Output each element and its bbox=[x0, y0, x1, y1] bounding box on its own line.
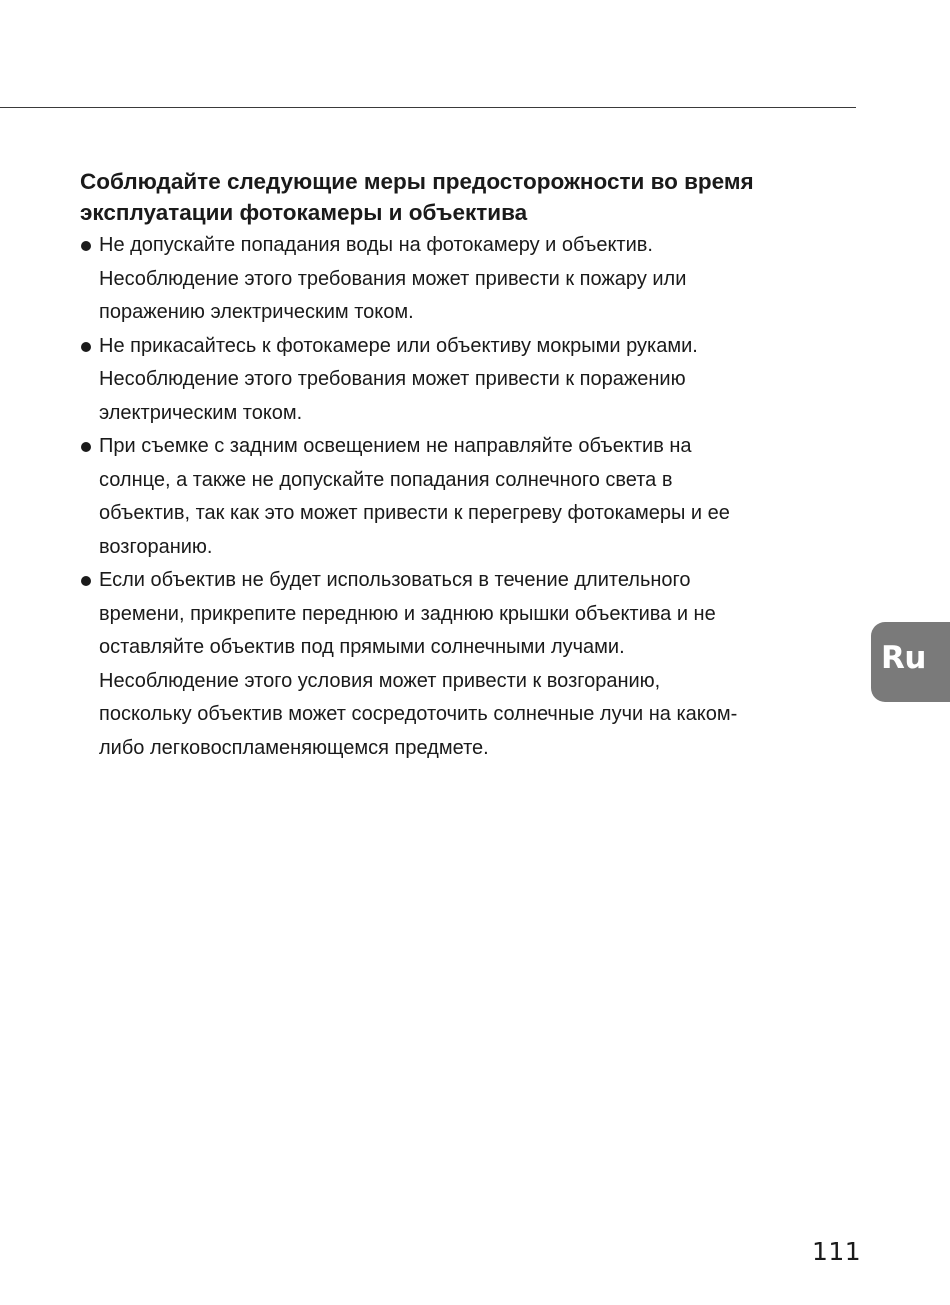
list-item bbox=[80, 229, 840, 330]
section-heading bbox=[80, 166, 840, 228]
list-item bbox=[80, 330, 840, 431]
bullet-icon bbox=[81, 342, 91, 352]
bullet-text-line: Не прикасайтесь к фотокамере или объективу мокрыми руками. bbox=[99, 334, 698, 357]
bullet-icon bbox=[81, 576, 91, 586]
bullet-text-line: объектив, так как это может привести к перегреву фотокамеры и ее bbox=[99, 502, 730, 524]
bullet-text-line: Несоблюдение этого требования может привести к поражению bbox=[99, 368, 686, 390]
bullet-text-line: Несоблюдение этого условия может привести к возгоранию, bbox=[99, 669, 661, 692]
bullet-icon bbox=[81, 442, 91, 452]
bullet-text-line: электрическим током. bbox=[99, 401, 303, 424]
bullet-text-line: Не допускайте попадания воды на фотокамеру и объектив. bbox=[99, 234, 653, 256]
bullet-text-line: оставляйте объектив под прямыми солнечными лучами. bbox=[99, 636, 625, 658]
bullet-text-line: Если объектив не будет использоваться в течение длительного bbox=[99, 569, 691, 591]
list-item bbox=[80, 564, 840, 765]
page-content bbox=[80, 166, 840, 765]
heading-line: эксплуатации фотокамеры и объектива bbox=[80, 200, 528, 225]
bullet-text-line: возгоранию. bbox=[99, 535, 213, 558]
bullet-text-line: Несоблюдение этого требования может привести к пожару или bbox=[99, 267, 687, 290]
bullet-text-line: поскольку объектив может сосредоточить солнечные лучи на каком- bbox=[99, 703, 738, 725]
bullet-text-line: солнце, а также не допускайте попадания солнечного света в bbox=[99, 468, 673, 491]
heading-line: Соблюдайте следующие меры предосторожности во время bbox=[80, 169, 754, 194]
bullet-text-line: времени, прикрепите переднюю и заднюю крышки объектива и не bbox=[99, 602, 716, 625]
language-tab bbox=[871, 622, 950, 702]
list-item bbox=[80, 430, 840, 564]
precautions-list bbox=[80, 229, 840, 765]
language-tab-label: Ru bbox=[881, 640, 926, 676]
bullet-text-line: При съемке с задним освещением не направляйте объектив на bbox=[99, 435, 692, 457]
bullet-text-line: поражению электрическим током. bbox=[99, 301, 414, 323]
page-number: 111 bbox=[812, 1237, 862, 1266]
bullet-text-line: либо легковоспламеняющемся предмете. bbox=[99, 736, 489, 759]
bullet-icon bbox=[81, 241, 91, 251]
header-rule bbox=[0, 107, 856, 108]
